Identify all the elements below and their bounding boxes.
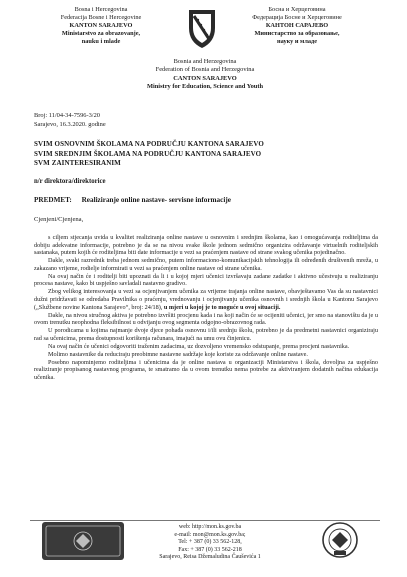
document-date: Sarajevo, 16.3.2020. godine <box>34 120 106 128</box>
header-left-block <box>26 6 176 46</box>
header-left-line: Federacija Bosne i Hercegovine <box>60 14 142 21</box>
footer-fax: Fax: + 387 (0) 33 562-218 <box>178 546 242 553</box>
header-right-line: Федерација Босне и Херцеговине <box>252 14 342 21</box>
award-seal-icon <box>40 518 126 564</box>
header-right-block <box>222 6 372 46</box>
certification-seal-icon <box>320 520 360 560</box>
body-paragraph: Zbog velikog interesovanja u vezi sa ocjenjivanjem učenika za vrijeme trajanja online nastave, obavještavamo Vas da su nastavnici dužni pridržavati se odredaba Pravilnika o praćenju, vrednovanju i ocjenjivanju učenika osnovnih i srednjih škola u Kantonu Sarajevo („Službene novine Kantona Sarajevo“, broj: 24/18), u mjeri u kojoj je to moguće u ovoj situaciji. <box>34 288 378 311</box>
header-right-line: науку и младе <box>276 38 318 45</box>
subject-label: PREDMET: <box>34 196 72 204</box>
footer-phone: Tel: + 387 (0) 33 562-128, <box>178 539 242 545</box>
header-left-line: Ministarstvo za obrazovanje, <box>61 30 141 37</box>
body-paragraph: Na ovaj način će učenici odgovoriti traženim zadacima, uz dozvoljeno vremensko odstupanje, prema procjeni nastavnika. <box>48 342 350 350</box>
emphasis-text: u mjeri u kojoj je to moguće u ovoj situaciji. <box>163 303 281 311</box>
recipient-line: SVM ZAINTERESIRANIM <box>34 159 121 168</box>
header-english-block <box>80 58 330 91</box>
footer-contact <box>150 524 270 562</box>
header-center-line: Bosnia and Herzegovina <box>173 58 237 65</box>
header-right-line: Министарство за образовање, <box>254 30 340 37</box>
greeting: Cjenjeni/Cjenjena, <box>34 216 84 223</box>
header-center-line: CANTON SARAJEVO <box>173 74 237 82</box>
body-paragraph: Posebno napominjemo roditeljima i učenicima da je online nastava u organizaciji Ministarstva i škola, dovoljna za uspješno realiziranje propisanog nastavnog programa, te smatramo da u ovom trenutku nema potrebe za aktiviranjem dodatnih načina edukacija učenika. <box>34 358 378 381</box>
header-right-line: Босна и Херцеговина <box>268 6 326 13</box>
document-meta <box>34 112 106 129</box>
header-left-line: Bosna i Hercegovina <box>74 6 128 13</box>
header-center-line: Federation of Bosnia and Herzegovina <box>155 66 255 74</box>
recipients-block <box>34 140 264 169</box>
attention-line: n/r direktora/direktorice <box>34 178 106 185</box>
footer-web: web: http://mon.ks.gov.ba <box>178 524 242 530</box>
recipient-line: SVIM OSNOVNIM ŠKOLAMA NA PODRUČJU KANTONA SARAJEVO <box>34 140 264 148</box>
reference-number: Broj: 11/04-34-7596-3/20 <box>34 112 100 119</box>
footer-email: e-mail: mon@mon.ks.gov.ba; <box>174 531 246 538</box>
coat-of-arms-icon <box>185 8 219 50</box>
subject-text: Realiziranje online nastave- servisne informacije <box>81 196 231 204</box>
letter-body <box>34 234 378 382</box>
header-right-line: КАНТОН САРАЈЕВО <box>265 22 329 29</box>
header-left-line: nauku i mlade <box>81 38 121 45</box>
body-paragraph: Na ovaj način će i roditelji biti upoznati da li i u kojoj mjeri učenici izvršavaju zadane zadatke i aktivno učestvuju u realiziranju procesa nastave, kako bi uspješno savladali nastavno gradivo. <box>34 272 378 288</box>
subject-line <box>34 196 231 204</box>
body-paragraph: Dakle, svaki razrednik treba jednom sedmično, putem informaciono-komunikacijskih tehnologija ili određenih društvenih mreža, u zakazano vrijeme, rodielje informirati u vezi sa praćenjem online nastave od strane učenika. <box>34 257 378 272</box>
body-paragraph: Dakle, na nivou stručnog aktiva je potrebno izvršiti procjenu kada i na koji način će se ocijeniti učenici, jer smo na stanovištu da je u ovom trenutku neophodna fleksibilnost u odvijanju ovog segmenta odgojno-obrazovnog rada. <box>34 311 378 327</box>
body-paragraph: Molimo nastavnike da reduciraju preobimne nastavne sadržaje koje koriste za održavanje online nastave. <box>48 350 308 358</box>
header-left-line: KANTON SARAJEVO <box>69 22 133 29</box>
body-paragraph: s ciljem stjecanja uvida u kvalitet realiziranja online nastave u osnovnim i srednjim školama, kao i omogućavanja roditeljima da dobiju adekvatne informacije, potrebno je da se na nivou svake škole jednom sedmično organizira održavanje virtuelnih roditeljskih sastanaka, putem kojih će roditeljima biti date informacije u vezi sa praćenjem nastave od strane svakog učenika pojedinačno. <box>34 234 378 257</box>
recipient-line: SVIM SREDNJIM ŠKOLAMA NA PODRUČJU KANTONA SARAJEVO <box>34 149 262 158</box>
footer-address: Sarajevo, Reisa Džemaludina Čauševića 1 <box>159 554 261 560</box>
header-center-line: Ministry for Education, Science and Youth <box>146 82 264 90</box>
body-paragraph: U porodicama u kojima najmanje dvoje djece pohađa osnovnu i/ili srednju školu, potrebno je da predmetni nastavnici organiziraju rad sa učenicima, prema dostupnosti korištenja računara, imajući na umu ovu činjenicu. <box>34 327 378 342</box>
